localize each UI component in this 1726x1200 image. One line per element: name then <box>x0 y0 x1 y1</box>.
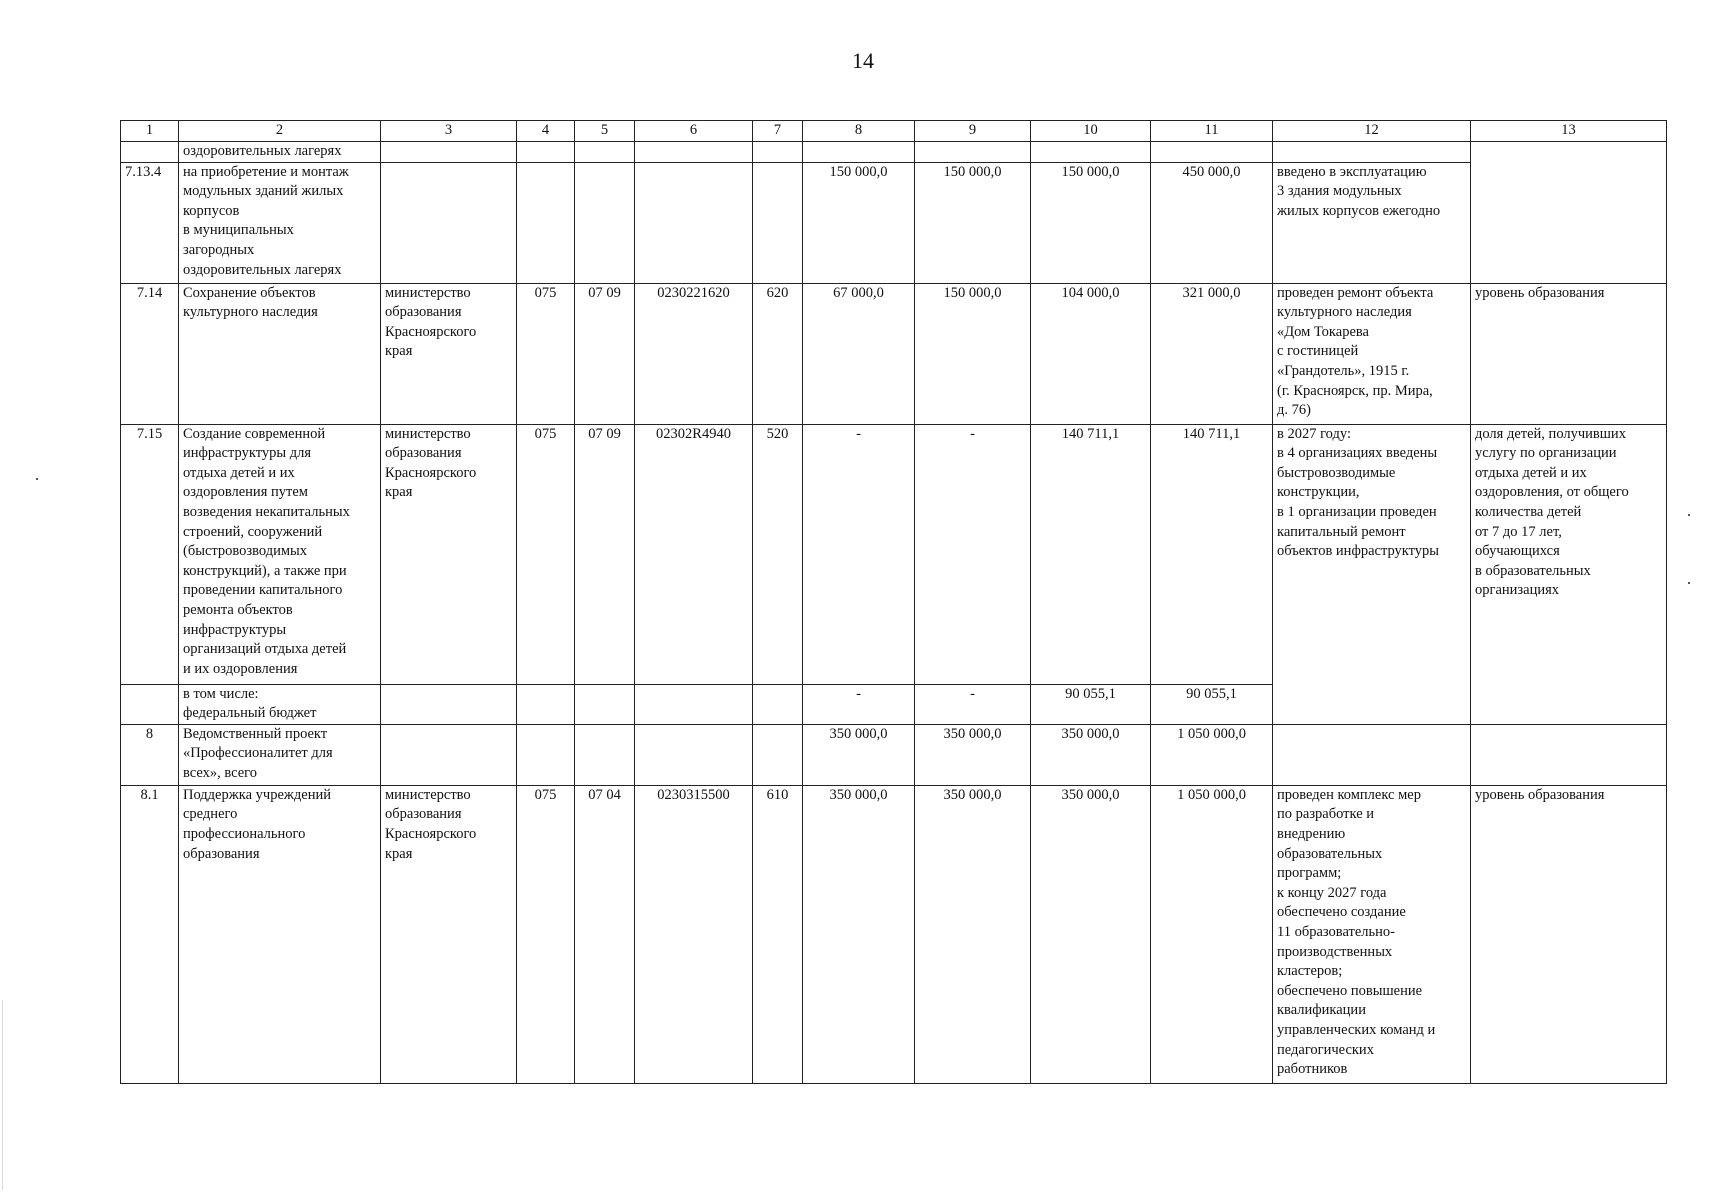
header-cell-5: 5 <box>575 121 635 142</box>
cell-year-2026: 350 000,0 <box>915 785 1031 1083</box>
cell-year-2025: - <box>803 684 915 724</box>
cell-executor: министерство образования Красноярского края <box>381 424 517 684</box>
cell-indicator: уровень образования <box>1471 785 1667 1083</box>
page-number: 14 <box>852 48 874 73</box>
header-row <box>121 121 1667 142</box>
header-cell-8: 8 <box>803 121 915 142</box>
cell-rzpr <box>575 162 635 283</box>
cell-name: оздоровительных лагерях <box>179 142 381 163</box>
cell-vr <box>753 684 803 724</box>
cell-year-2025: - <box>803 424 915 684</box>
cell-year-2027 <box>1031 142 1151 163</box>
cell-csr <box>635 724 753 785</box>
cell-vr <box>753 724 803 785</box>
cell-grbs: 075 <box>517 424 575 684</box>
table-row <box>121 162 1667 283</box>
cell-result: введено в эксплуатацию 3 здания модульных жилых корпусов ежегодно <box>1273 162 1471 283</box>
cell-csr <box>635 162 753 283</box>
cell-year-2026: - <box>915 424 1031 684</box>
cell-rzpr: 07 04 <box>575 785 635 1083</box>
cell-rzpr <box>575 142 635 163</box>
cell-name: Сохранение объектов культурного наследия <box>179 283 381 424</box>
cell-csr <box>635 684 753 724</box>
cell-name: в том числе: федеральный бюджет <box>179 684 381 724</box>
cell-grbs <box>517 142 575 163</box>
cell-csr: 0230221620 <box>635 283 753 424</box>
table-row <box>121 785 1667 1083</box>
scan-speck <box>36 478 38 480</box>
cell-result <box>1273 142 1471 163</box>
cell-year-2025: 350 000,0 <box>803 724 915 785</box>
budget-table <box>120 120 1667 1084</box>
cell-grbs: 075 <box>517 283 575 424</box>
cell-year-2026 <box>915 142 1031 163</box>
cell-rzpr: 07 09 <box>575 424 635 684</box>
table-row <box>121 424 1667 684</box>
cell-indicator: доля детей, получивших услугу по организации отдыха детей и их оздоровления, от общего количества детей от 7 до 17 лет, обучающихся в образовательных организациях <box>1471 424 1667 724</box>
cell-total: 140 711,1 <box>1151 424 1273 684</box>
scan-speck <box>1688 514 1690 516</box>
cell-year-2027: 350 000,0 <box>1031 724 1151 785</box>
cell-result: проведен комплекс мер по разработке и внедрению образовательных программ; к концу 2027 года обеспечено создание 11 образовательно- производственных кластеров; обеспечено повышение квалификации управленческих команд и педагогических работников <box>1273 785 1471 1083</box>
header-cell-4: 4 <box>517 121 575 142</box>
cell-index: 8.1 <box>121 785 179 1083</box>
cell-executor: министерство образования Красноярского края <box>381 785 517 1083</box>
cell-csr: 02302R4940 <box>635 424 753 684</box>
cell-year-2025: 67 000,0 <box>803 283 915 424</box>
cell-indicator <box>1471 724 1667 785</box>
cell-indicator <box>1471 142 1667 284</box>
cell-total: 321 000,0 <box>1151 283 1273 424</box>
cell-year-2026: - <box>915 684 1031 724</box>
cell-executor: министерство образования Красноярского края <box>381 283 517 424</box>
cell-grbs: 075 <box>517 785 575 1083</box>
table-row <box>121 724 1667 785</box>
cell-name: Ведомственный проект «Профессионалитет для всех», всего <box>179 724 381 785</box>
cell-name: Поддержка учреждений среднего профессионального образования <box>179 785 381 1083</box>
cell-name: Создание современной инфраструктуры для отдыха детей и их оздоровления путем возведения некапитальных строений, сооружений (быстровозводимых конструкций), а также при проведении капитального ремонта объектов инфраструктуры организаций отдыха детей и их оздоровления <box>179 424 381 684</box>
cell-year-2025: 350 000,0 <box>803 785 915 1083</box>
cell-year-2025 <box>803 142 915 163</box>
cell-executor <box>381 724 517 785</box>
table-row <box>121 142 1667 163</box>
cell-rzpr: 07 09 <box>575 283 635 424</box>
cell-csr: 0230315500 <box>635 785 753 1083</box>
scan-edge-line <box>2 1000 3 1190</box>
header-cell-10: 10 <box>1031 121 1151 142</box>
cell-year-2027: 104 000,0 <box>1031 283 1151 424</box>
cell-index: 8 <box>121 724 179 785</box>
cell-total: 450 000,0 <box>1151 162 1273 283</box>
cell-grbs <box>517 162 575 283</box>
cell-total: 90 055,1 <box>1151 684 1273 724</box>
cell-total: 1 050 000,0 <box>1151 785 1273 1083</box>
cell-rzpr <box>575 684 635 724</box>
cell-index <box>121 142 179 163</box>
cell-total: 1 050 000,0 <box>1151 724 1273 785</box>
header-cell-13: 13 <box>1471 121 1667 142</box>
cell-year-2027: 150 000,0 <box>1031 162 1151 283</box>
header-cell-2: 2 <box>179 121 381 142</box>
cell-csr <box>635 142 753 163</box>
cell-vr: 620 <box>753 283 803 424</box>
cell-result <box>1273 724 1471 785</box>
cell-year-2026: 150 000,0 <box>915 162 1031 283</box>
header-cell-1: 1 <box>121 121 179 142</box>
cell-indicator: уровень образования <box>1471 283 1667 424</box>
header-cell-6: 6 <box>635 121 753 142</box>
cell-vr: 610 <box>753 785 803 1083</box>
cell-vr: 520 <box>753 424 803 684</box>
cell-index: 7.15 <box>121 424 179 684</box>
cell-total <box>1151 142 1273 163</box>
cell-year-2026: 150 000,0 <box>915 283 1031 424</box>
cell-name: на приобретение и монтаж модульных зданий жилых корпусов в муниципальных загородных оздоровительных лагерях <box>179 162 381 283</box>
cell-year-2026: 350 000,0 <box>915 724 1031 785</box>
cell-index: 7.14 <box>121 283 179 424</box>
cell-year-2027: 90 055,1 <box>1031 684 1151 724</box>
cell-vr <box>753 142 803 163</box>
cell-executor <box>381 684 517 724</box>
cell-executor <box>381 162 517 283</box>
cell-rzpr <box>575 724 635 785</box>
cell-index <box>121 684 179 724</box>
cell-year-2025: 150 000,0 <box>803 162 915 283</box>
cell-grbs <box>517 684 575 724</box>
cell-result: в 2027 году: в 4 организациях введены быстровозводимые конструкции, в 1 организации проведен капитальный ремонт объектов инфраструктуры <box>1273 424 1471 724</box>
scan-speck <box>1688 582 1690 584</box>
header-cell-12: 12 <box>1273 121 1471 142</box>
header-cell-9: 9 <box>915 121 1031 142</box>
header-cell-7: 7 <box>753 121 803 142</box>
table-row <box>121 283 1667 424</box>
header-cell-11: 11 <box>1151 121 1273 142</box>
cell-year-2027: 140 711,1 <box>1031 424 1151 684</box>
cell-year-2027: 350 000,0 <box>1031 785 1151 1083</box>
cell-vr <box>753 162 803 283</box>
header-cell-3: 3 <box>381 121 517 142</box>
cell-result: проведен ремонт объекта культурного наследия «Дом Токарева с гостиницей «Грандотель», 1915 г. (г. Красноярск, пр. Мира, д. 76) <box>1273 283 1471 424</box>
cell-grbs <box>517 724 575 785</box>
cell-index: 7.13.4 <box>121 162 179 283</box>
cell-executor <box>381 142 517 163</box>
